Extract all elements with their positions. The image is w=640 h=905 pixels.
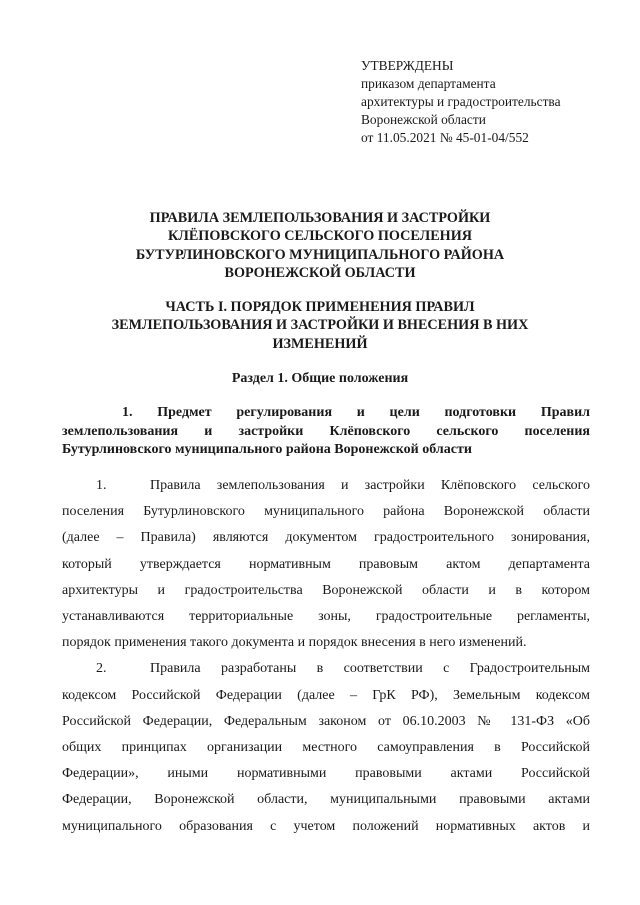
part-title-line: ИЗМЕНЕНИЙ [272,335,368,352]
paragraph-line: 1. Правила землепользования и застройки Клёповского сельского [62,473,590,499]
article-heading-line: землепользования и застройки Клёповского сельского поселения [62,423,590,439]
paragraph-line: устанавливаются территориальные зоны, градостроительные регламенты, [62,609,590,625]
title-line: ПРАВИЛА ЗЕМЛЕПОЛЬЗОВАНИЯ И ЗАСТРОЙКИ [149,210,491,226]
paragraph [62,656,590,839]
paragraph-line: кодексом Российской Федерации (далее – ГрК РФ), Земельным кодексом [62,687,590,703]
paragraph-number: 1. [96,478,107,493]
paragraph-line: поселения Бутурлиновского муниципального района Воронежской области [62,504,590,520]
paragraph-line: Федерации, Воронежской области, муниципальными правовыми актами [62,792,590,808]
approval-line: архитектуры и градостроительства [361,94,561,109]
paragraph [62,473,590,656]
approval-date: от 11.05.2021 № 45-01-04/552 [361,130,529,145]
paragraph-line: (далее – Правила) являются документом градостроительного зонирования, [62,530,590,546]
body-text [62,473,590,840]
paragraph-line: архитектуры и градостроительства Воронежской области и в котором [62,582,590,598]
paragraph-line: порядок применения такого документа и порядок внесения в него изменений. [62,635,527,651]
part-title-line: ЗЕМЛЕПОЛЬЗОВАНИЯ И ЗАСТРОЙКИ И ВНЕСЕНИЯ В НИХ [111,317,529,334]
paragraph-line: 2. Правила разработаны в соответствии с Градостроительным [62,656,590,682]
approval-heading: УТВЕРЖДЕНЫ [361,58,454,73]
part-title-line: ЧАСТЬ I. ПОРЯДОК ПРИМЕНЕНИЯ ПРАВИЛ [165,299,475,315]
article-heading [62,404,590,460]
title-line: ВОРОНЕЖСКОЙ ОБЛАСТИ [224,265,416,282]
paragraph-number: 2. [96,661,107,677]
paragraph-line: который утверждается нормативным правовым актом департамента [62,556,590,572]
paragraph-line: Российской Федерации, Федеральным законом от 06.10.2003 № 131-ФЗ «Об [62,713,590,729]
approval-line: Воронежской области [361,112,486,127]
approval-line: приказом департамента [361,76,496,91]
paragraph-line: общих принципах организации местного самоуправления в Российской [62,740,590,756]
title-line: КЛЁПОВСКОГО СЕЛЬСКОГО ПОСЕЛЕНИЯ [167,228,473,245]
article-heading-line: 1. Предмет регулирования и цели подготовки Правил [122,405,590,420]
part-title [40,298,600,353]
section-heading: Раздел 1. Общие положения [231,371,409,386]
paragraph-line: муниципального образования с учетом положений нормативных актов и [62,818,590,834]
article-heading-line: Бутурлиновского муниципального района Воронежской области [62,442,472,457]
title-line: БУТУРЛИНОВСКОГО МУНИЦИПАЛЬНОГО РАЙОНА [135,246,505,263]
document-title [40,209,600,283]
paragraph-line: Федерации», иными нормативными правовыми актами Российской [62,766,590,782]
approval-stamp [361,57,621,147]
